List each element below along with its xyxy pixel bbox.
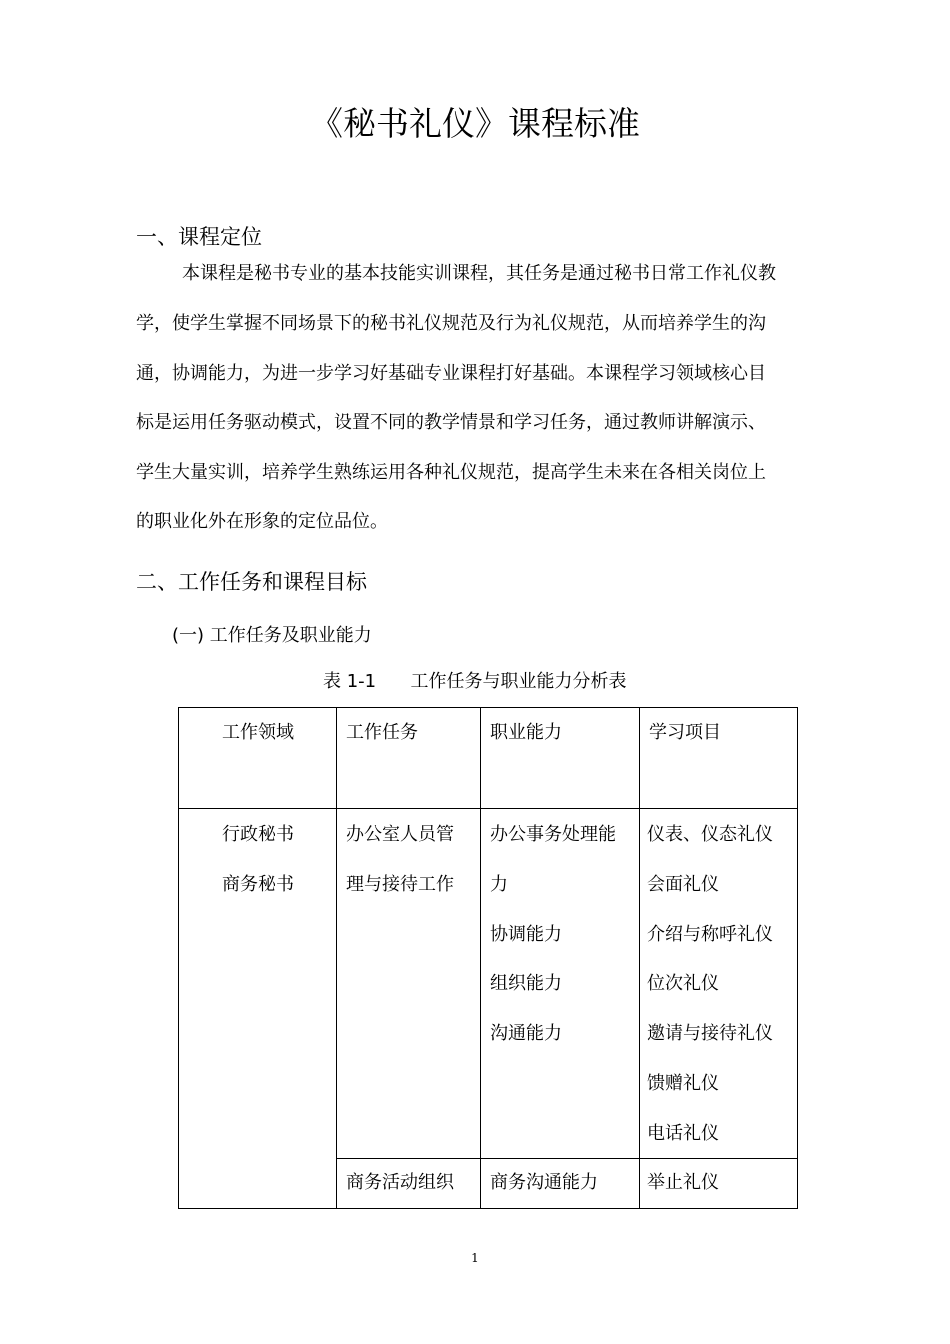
header-professional-ability: 职业能力	[490, 722, 562, 743]
cell-text: 电话礼仪	[647, 1123, 719, 1144]
table-cell-ability	[481, 1159, 640, 1209]
paragraph-line: 学，使学生掌握不同场景下的秘书礼仪规范及行为礼仪规范，从而培养学生的沟	[136, 313, 766, 334]
cell-text: 商务活动组织	[346, 1172, 454, 1193]
cell-text: 理与接待工作	[346, 874, 454, 895]
table-header-cell	[640, 708, 798, 809]
cell-text: 位次礼仪	[647, 973, 719, 994]
cell-text: 行政秘书	[222, 824, 294, 845]
cell-text: 组织能力	[490, 973, 562, 994]
task-ability-table	[178, 707, 798, 1209]
cell-text: 邀请与接待礼仪	[647, 1023, 773, 1044]
table-cell-projects	[640, 1159, 798, 1209]
document-title: 《秘书礼仪》课程标准	[310, 104, 640, 143]
header-work-task: 工作任务	[346, 722, 418, 743]
paragraph-line: 的职业化外在形象的定位品位。	[136, 511, 388, 532]
cell-text: 沟通能力	[490, 1023, 562, 1044]
table-cell-work-domain	[179, 809, 337, 1209]
header-work-domain: 工作领域	[222, 722, 294, 743]
table-header-cell	[179, 708, 337, 809]
table-header-cell	[481, 708, 640, 809]
cell-text: 仪表、仪态礼仪	[647, 824, 773, 845]
table-header-row	[179, 708, 798, 809]
table-cell-work-task	[337, 809, 481, 1159]
table-header-cell	[337, 708, 481, 809]
cell-text: 商务秘书	[222, 874, 294, 895]
cell-text: 会面礼仪	[647, 874, 719, 895]
cell-text: 馈赠礼仪	[647, 1073, 719, 1094]
table-caption: 表 1-1 工作任务与职业能力分析表	[323, 671, 627, 692]
cell-text: 力	[490, 874, 508, 895]
subsection-heading: (一) 工作任务及职业能力	[172, 625, 372, 646]
paragraph-line: 学生大量实训，培养学生熟练运用各种礼仪规范，提高学生未来在各相关岗位上	[136, 462, 766, 483]
table-cell-work-task	[337, 1159, 481, 1209]
cell-text: 办公事务处理能	[490, 824, 616, 845]
cell-text: 办公室人员管	[346, 824, 454, 845]
paragraph-line: 标是运用任务驱动模式，设置不同的教学情景和学习任务，通过教师讲解演示、	[136, 412, 766, 433]
cell-text: 协调能力	[490, 924, 562, 945]
table-cell-ability	[481, 809, 640, 1159]
cell-text: 举止礼仪	[647, 1172, 719, 1193]
cell-text: 介绍与称呼礼仪	[647, 924, 773, 945]
paragraph-line: 通，协调能力，为进一步学习好基础专业课程打好基础。本课程学习领域核心目	[136, 363, 766, 384]
table-cell-projects	[640, 809, 798, 1159]
table-row	[179, 809, 798, 1159]
cell-text: 商务沟通能力	[490, 1172, 598, 1193]
page-number: 1	[471, 1251, 479, 1265]
section-heading-tasks: 二、工作任务和课程目标	[136, 570, 367, 594]
paragraph-line: 本课程是秘书专业的基本技能实训课程，其任务是通过秘书日常工作礼仪教	[182, 263, 776, 284]
section-heading-positioning: 一、课程定位	[136, 225, 262, 249]
header-learning-project: 学习项目	[649, 722, 721, 743]
